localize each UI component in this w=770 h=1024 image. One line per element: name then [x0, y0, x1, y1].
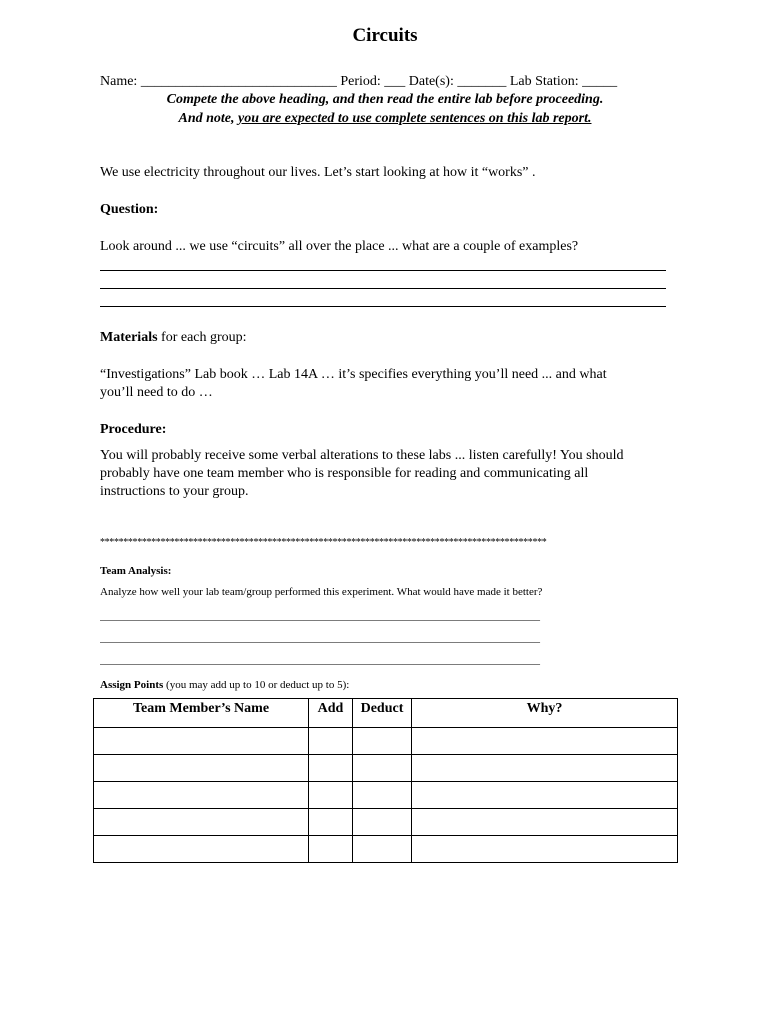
add-cell[interactable] — [309, 836, 353, 863]
header-deduct: Deduct — [353, 699, 412, 728]
procedure-text: instructions to your group. — [100, 484, 249, 499]
answer-line[interactable] — [100, 288, 666, 289]
instruction-read-lab: Compete the above heading, and then read the entire lab before proceeding. — [166, 92, 604, 107]
deduct-cell[interactable] — [353, 728, 412, 755]
why-cell[interactable] — [412, 809, 678, 836]
materials-heading: Materials — [100, 330, 158, 345]
deduct-cell[interactable] — [353, 755, 412, 782]
header-team-member-name: Team Member’s Name — [94, 699, 309, 728]
name-cell[interactable] — [94, 836, 309, 863]
why-cell[interactable] — [412, 728, 678, 755]
materials-suffix: for each group: — [157, 330, 247, 345]
name-cell[interactable] — [94, 728, 309, 755]
answer-line[interactable] — [100, 306, 666, 307]
page-title: Circuits — [352, 25, 418, 46]
answer-blank[interactable]: ________________________________________________________________________________ — [100, 632, 540, 644]
answer-blank[interactable]: ________________________________________________________________________________ — [100, 610, 540, 622]
materials-line — [100, 329, 247, 347]
question-text: Look around ... we use “circuits” all over the place ... what are a couple of examples? — [100, 239, 579, 254]
answer-blank[interactable]: ________________________________________________________________________________ — [100, 654, 540, 666]
deduct-cell[interactable] — [353, 782, 412, 809]
name-cell[interactable] — [94, 782, 309, 809]
instruction-prefix: And note, — [178, 111, 239, 126]
table-row — [94, 728, 678, 755]
table-row — [94, 782, 678, 809]
question-heading: Question: — [100, 202, 159, 217]
section-separator: ************************************************************************************************ — [100, 537, 547, 548]
add-cell[interactable] — [309, 728, 353, 755]
heading-fields: Name: ____________________________ Period: ___ Date(s): _______ Lab Station: _____ — [100, 74, 618, 89]
intro-text: We use electricity throughout our lives. Let’s start looking at how it “works” . — [100, 165, 536, 180]
add-cell[interactable] — [309, 809, 353, 836]
name-cell[interactable] — [94, 809, 309, 836]
table-row — [94, 836, 678, 863]
answer-line[interactable] — [100, 270, 666, 271]
instruction-underlined: you are expected to use complete sentences on this lab report. — [238, 111, 592, 126]
why-cell[interactable] — [412, 782, 678, 809]
add-cell[interactable] — [309, 782, 353, 809]
team-analysis-prompt: Analyze how well your lab team/group performed this experiment. What would have made it better? — [100, 586, 543, 598]
add-cell[interactable] — [309, 755, 353, 782]
table-header-row — [94, 699, 678, 728]
header-why: Why? — [412, 699, 678, 728]
instruction-complete-sentences — [0, 110, 770, 128]
table-row — [94, 755, 678, 782]
why-cell[interactable] — [412, 836, 678, 863]
materials-text: “Investigations” Lab book … Lab 14A … it’s specifies everything you’ll need ... and what — [100, 367, 607, 382]
header-add: Add — [309, 699, 353, 728]
table-row — [94, 809, 678, 836]
procedure-text: probably have one team member who is responsible for reading and communicating all — [100, 466, 589, 481]
why-cell[interactable] — [412, 755, 678, 782]
materials-text: you’ll need to do … — [100, 385, 213, 400]
team-analysis-heading: Team Analysis: — [100, 565, 172, 577]
points-table — [93, 698, 678, 863]
assign-points-heading: Assign Points — [100, 679, 164, 691]
procedure-heading: Procedure: — [100, 422, 167, 437]
name-cell[interactable] — [94, 755, 309, 782]
assign-points-note: (you may add up to 10 or deduct up to 5): — [163, 679, 350, 691]
deduct-cell[interactable] — [353, 809, 412, 836]
assign-points-line — [100, 678, 349, 692]
procedure-text: You will probably receive some verbal alterations to these labs ... listen carefully! You should — [100, 448, 624, 463]
deduct-cell[interactable] — [353, 836, 412, 863]
